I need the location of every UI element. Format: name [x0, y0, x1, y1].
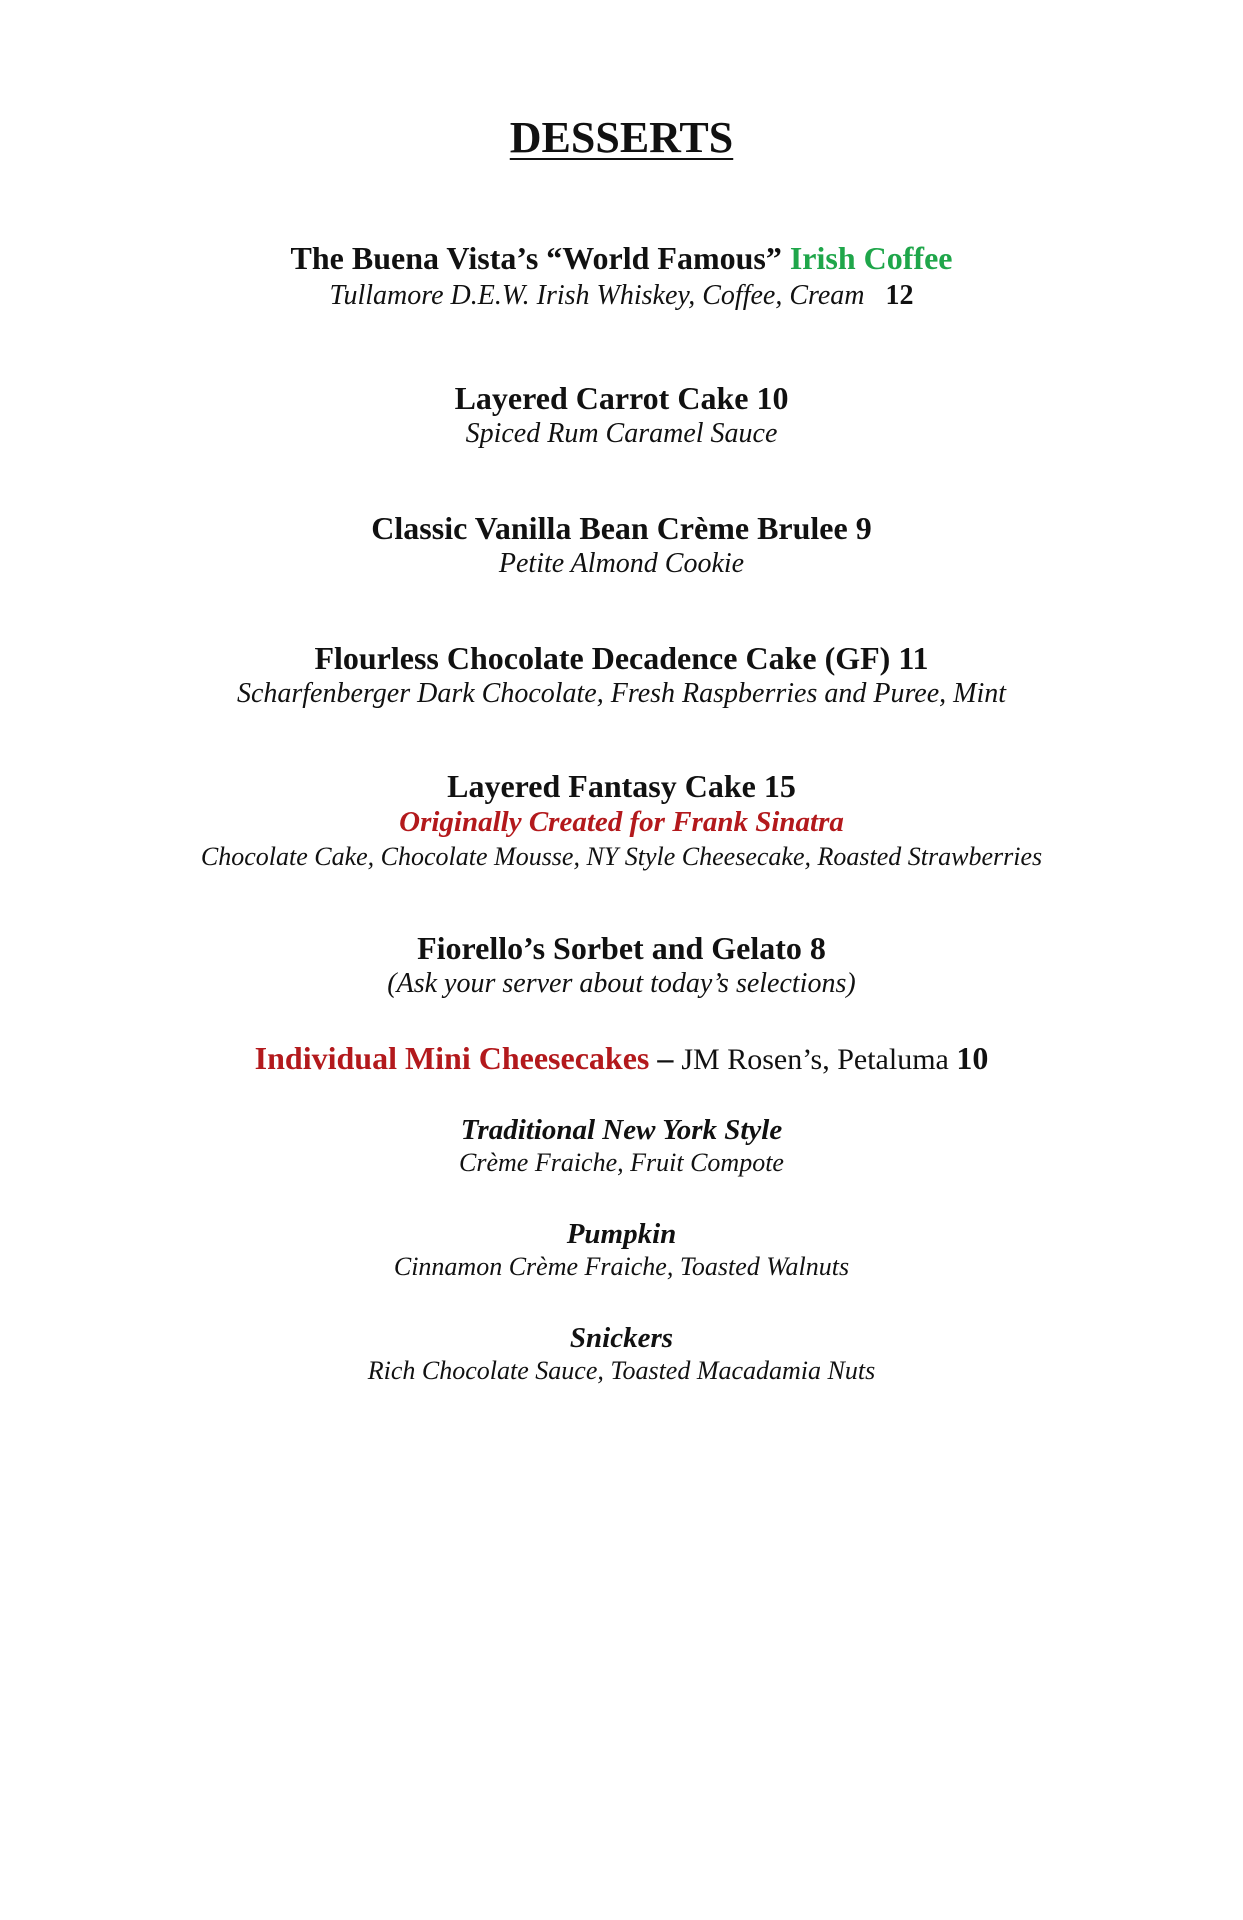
fantasy-cake-description: Chocolate Cake, Chocolate Mousse, NY Style Cheesecake, Roasted Strawberries: [200, 842, 1043, 871]
creme-brulee-description: Petite Almond Cookie: [498, 548, 745, 579]
variety-name: Pumpkin: [566, 1218, 677, 1250]
cheesecakes-dash: –: [649, 1040, 682, 1076]
irish-coffee-price: 12: [885, 280, 914, 311]
irish-coffee-name-prefix: The Buena Vista’s “World Famous”: [290, 240, 782, 276]
sorbet-description: (Ask your server about today’s selections): [387, 968, 856, 999]
cheesecakes-name: Individual Mini Cheesecakes: [254, 1040, 650, 1076]
irish-coffee-highlight: Irish Coffee: [789, 240, 953, 276]
cheesecakes-header: [0, 1040, 1243, 1077]
cheesecakes-maker: JM Rosen’s, Petaluma: [681, 1043, 957, 1076]
sorbet-name: Fiorello’s Sorbet and Gelato 8: [417, 930, 826, 966]
creme-brulee-name: Classic Vanilla Bean Crème Brulee 9: [371, 510, 872, 546]
carrot-cake-description: Spiced Rum Caramel Sauce: [465, 418, 778, 449]
fantasy-cake-name: Layered Fantasy Cake 15: [447, 768, 796, 804]
fantasy-cake-note: Originally Created for Frank Sinatra: [399, 806, 844, 838]
irish-coffee-name: [0, 240, 1243, 277]
irish-coffee-description-line: [0, 280, 1243, 312]
cheesecakes-price: 10: [956, 1040, 989, 1076]
variety-description: Crème Fraiche, Fruit Compote: [459, 1148, 784, 1177]
variety-name: Traditional New York Style: [460, 1114, 783, 1146]
variety-description: Rich Chocolate Sauce, Toasted Macadamia Nuts: [367, 1356, 876, 1385]
menu-title: DESSERTS: [509, 113, 734, 162]
variety-name: Snickers: [569, 1322, 674, 1354]
variety-description: Cinnamon Crème Fraiche, Toasted Walnuts: [393, 1252, 850, 1281]
chocolate-cake-name: Flourless Chocolate Decadence Cake (GF) 11: [314, 640, 929, 676]
carrot-cake-name: Layered Carrot Cake 10: [454, 380, 789, 416]
chocolate-cake-description: Scharfenberger Dark Chocolate, Fresh Raspberries and Puree, Mint: [236, 678, 1007, 709]
irish-coffee-description: Tullamore D.E.W. Irish Whiskey, Coffee, Cream: [329, 280, 865, 311]
